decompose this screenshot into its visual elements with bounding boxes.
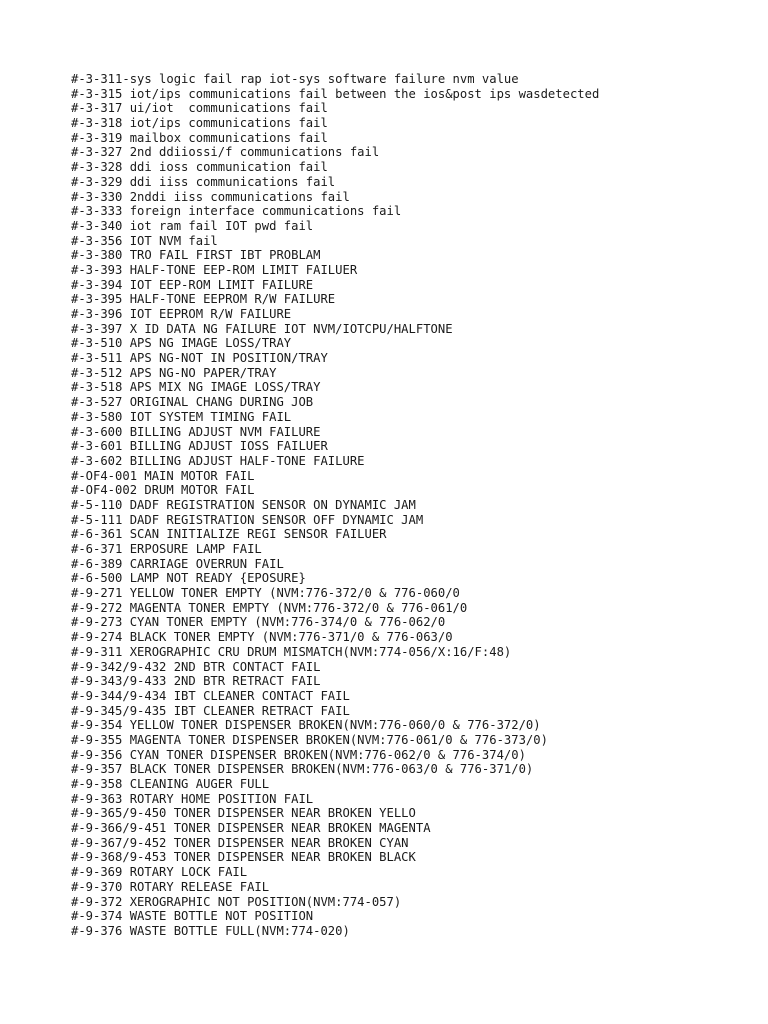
fault-code-line: #-OF4-001 MAIN MOTOR FAIL <box>71 468 255 483</box>
fault-code-line: #-9-344/9-434 IBT CLEANER CONTACT FAIL <box>71 688 350 703</box>
fault-code-line: #-9-368/9-453 TONER DISPENSER NEAR BROKEN BLACK <box>71 850 416 865</box>
fault-code-line: #-9-342/9-432 2ND BTR CONTACT FAIL <box>71 659 321 674</box>
fault-code-line: #-9-357 BLACK TONER DISPENSER BROKEN(NVM:776-063/0 & 776-371/0) <box>71 762 534 777</box>
fault-code-line: #-3-527 ORIGINAL CHANG DURING JOB <box>71 395 314 410</box>
fault-code-line: #-9-372 XEROGRAPHIC NOT POSITION(NVM:774-057) <box>71 894 402 909</box>
fault-code-line: #-6-361 SCAN INITIALIZE REGI SENSOR FAILUER <box>71 527 387 542</box>
fault-code-line: #-3-327 2nd ddiiossi/f communications fail <box>71 145 380 160</box>
fault-code-line: #-9-274 BLACK TONER EMPTY (NVM:776-371/0 & 776-063/0 <box>71 630 453 645</box>
fault-code-line: #-9-343/9-433 2ND BTR RETRACT FAIL <box>71 674 321 689</box>
fault-code-line: #-3-333 foreign interface communications fail <box>71 204 402 219</box>
fault-code-line: #-9-355 MAGENTA TONER DISPENSER BROKEN(NVM:776-061/0 & 776-373/0) <box>71 732 548 747</box>
fault-code-line: #-9-273 CYAN TONER EMPTY (NVM:776-374/0 & 776-062/0 <box>71 615 446 630</box>
fault-code-line: #-3-510 APS NG IMAGE LOSS/TRAY <box>71 336 292 351</box>
fault-code-line: #-9-374 WASTE BOTTLE NOT POSITION <box>71 909 314 924</box>
fault-code-line: #-3-315 iot/ips communications fail between the ios&post ips wasdetected <box>71 86 600 101</box>
fault-code-line: #-9-370 ROTARY RELEASE FAIL <box>71 879 270 894</box>
fault-code-line: #-9-356 CYAN TONER DISPENSER BROKEN(NVM:776-062/0 & 776-374/0) <box>71 747 526 762</box>
fault-code-line: #-3-518 APS MIX NG IMAGE LOSS/TRAY <box>71 380 321 395</box>
fault-code-line: #-5-110 DADF REGISTRATION SENSOR ON DYNAMIC JAM <box>71 497 416 512</box>
fault-code-line: #-6-371 ERPOSURE LAMP FAIL <box>71 542 262 556</box>
fault-code-line: #-3-601 BILLING ADJUST IOSS FAILUER <box>71 439 328 454</box>
fault-code-line: #-3-602 BILLING ADJUST HALF-TONE FAILURE <box>71 453 365 468</box>
fault-code-line: #-9-363 ROTARY HOME POSITION FAIL <box>71 791 314 806</box>
fault-code-line: #-9-311 XEROGRAPHIC CRU DRUM MISMATCH(NVM:774-056/X:16/F:48) <box>71 644 512 659</box>
fault-code-line: #-5-111 DADF REGISTRATION SENSOR OFF DYNAMIC JAM <box>71 512 424 527</box>
fault-code-line: #-9-272 MAGENTA TONER EMPTY (NVM:776-372/0 & 776-061/0 <box>71 600 468 615</box>
fault-code-line: #-3-394 IOT EEP-ROM LIMIT FAILURE <box>71 277 314 292</box>
fault-code-line: #-3-317 ui/iot communications fail <box>71 101 328 116</box>
fault-code-line: #-3-397 X ID DATA NG FAILURE IOT NVM/IOTCPU/HALFTONE <box>71 321 453 336</box>
fault-code-line: #-3-340 iot ram fail IOT pwd fail <box>71 218 314 233</box>
fault-code-line: #-9-366/9-451 TONER DISPENSER NEAR BROKEN MAGENTA <box>71 821 431 836</box>
fault-code-list <box>71 72 599 939</box>
fault-code-line: #-3-311-sys logic fail rap iot-sys software failure nvm value <box>71 72 519 86</box>
fault-code-line: #-9-354 YELLOW TONER DISPENSER BROKEN(NVM:776-060/0 & 776-372/0) <box>71 718 541 733</box>
fault-code-line: #-3-319 mailbox communications fail <box>71 130 328 145</box>
fault-code-line: #-3-393 HALF-TONE EEP-ROM LIMIT FAILUER <box>71 262 358 277</box>
fault-code-line: #-3-580 IOT SYSTEM TIMING FAIL <box>71 409 292 424</box>
fault-code-line: #-3-380 TRO FAIL FIRST IBT PROBLAM <box>71 248 321 263</box>
fault-code-line: #-9-367/9-452 TONER DISPENSER NEAR BROKEN CYAN <box>71 835 409 850</box>
fault-code-line: #-3-328 ddi ioss communication fail <box>71 160 328 175</box>
fault-code-line: #-3-330 2nddi iiss communications fail <box>71 189 350 204</box>
fault-code-line: #-OF4-002 DRUM MOTOR FAIL <box>71 483 255 498</box>
fault-code-line: #-3-600 BILLING ADJUST NVM FAILURE <box>71 424 321 439</box>
fault-code-line: #-9-358 CLEANING AUGER FULL <box>71 777 270 791</box>
fault-code-line: #-6-500 LAMP NOT READY {EPOSURE} <box>71 571 306 586</box>
fault-code-line: #-3-395 HALF-TONE EEPROM R/W FAILURE <box>71 292 336 307</box>
fault-code-line: #-3-318 iot/ips communications fail <box>71 116 328 131</box>
fault-code-line: #-3-356 IOT NVM fail <box>71 233 218 248</box>
fault-code-line: #-9-369 ROTARY LOCK FAIL <box>71 865 248 880</box>
fault-code-line: #-6-389 CARRIAGE OVERRUN FAIL <box>71 556 284 571</box>
fault-code-line: #-3-329 ddi iiss communications fail <box>71 174 336 189</box>
fault-code-line: #-3-512 APS NG-NO PAPER/TRAY <box>71 365 277 380</box>
fault-code-line: #-9-376 WASTE BOTTLE FULL(NVM:774-020) <box>71 923 350 938</box>
fault-code-line: #-3-511 APS NG-NOT IN POSITION/TRAY <box>71 351 328 366</box>
fault-code-line: #-9-345/9-435 IBT CLEANER RETRACT FAIL <box>71 703 350 718</box>
fault-code-line: #-9-271 YELLOW TONER EMPTY (NVM:776-372/0 & 776-060/0 <box>71 586 460 601</box>
fault-code-line: #-9-365/9-450 TONER DISPENSER NEAR BROKEN YELLO <box>71 806 416 821</box>
fault-code-line: #-3-396 IOT EEPROM R/W FAILURE <box>71 307 292 321</box>
